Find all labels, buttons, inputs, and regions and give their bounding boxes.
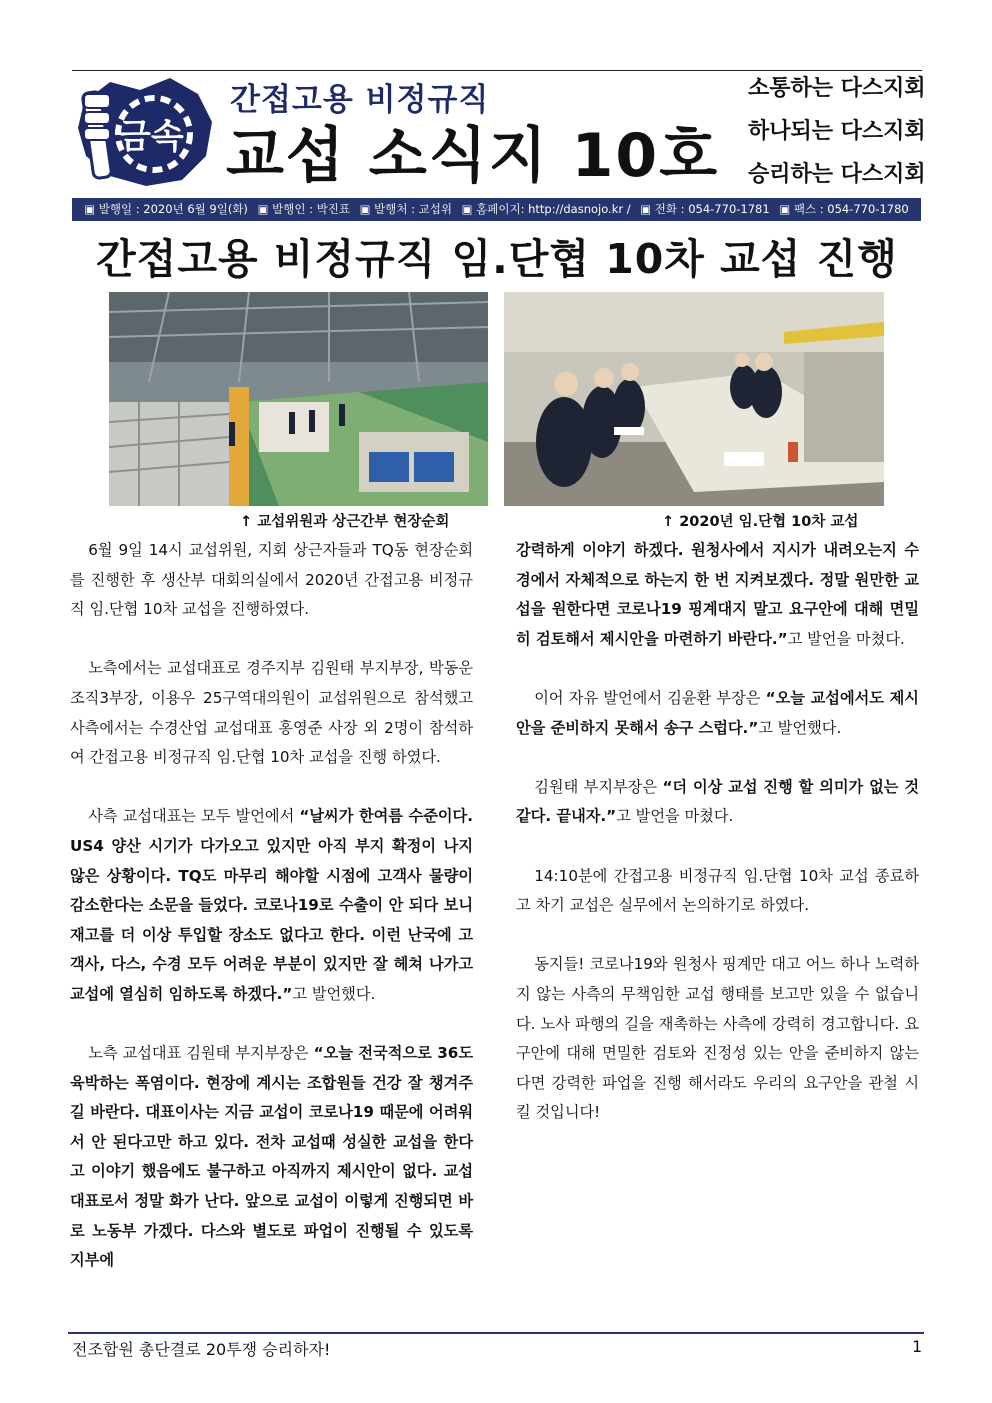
- article-paragraph: [70, 1039, 473, 1276]
- article-paragraph: [516, 536, 919, 654]
- info-publisher: ▣ 발행인 : 박진표: [257, 202, 350, 216]
- slogan-list: [748, 74, 928, 203]
- info-publish-date: ▣ 발행일 : 2020년 6월 9일(화): [84, 202, 248, 216]
- paragraph-lead: 김원태 부지부장은: [534, 777, 663, 796]
- info-phone: ▣ 전화 : 054-770-1781: [640, 202, 770, 216]
- quote-text: “오늘 전국적으로 36도 육박하는 폭염이다. 현장에 계시는 조합원들 건강 잘 챙겨주길 바란다. 대표이사는 지금 교섭이 코로나19 때문에 어려워서 안 된다고만 하고 있다. 전차 교섭때 성실한 교섭을 한다고 이야기 했음에도 불구하고 아직까지 제시안이 없다. 교섭대표로서 정말 화가 난다. 앞으로 교섭이 이렇게 진행되면 바로 노동부 가겠다. 다스와 별도로 파업이 진행될 수 있도록 지부에: [70, 1044, 473, 1270]
- info-fax: ▣ 팩스 : 054-770-1780: [779, 202, 909, 216]
- quote-text: “더 이상 교섭 진행 할 의미가 없는 것 같다. 끝내자.”: [516, 777, 919, 826]
- info-homepage: ▣ 홈페이지: http://dasnojo.kr /: [461, 202, 631, 216]
- article-paragraph: 노측에서는 교섭대표로 경주지부 김원태 부지부장, 박동운 조직3부장, 이용우 25구역대의원이 교섭위원으로 참석했고 사측에서는 수경산업 교섭대표 홍영준 사장 외 2명이 참석하여 간접고용 비정규직 임.단협 10차 교섭을 진행 하였다.: [70, 659, 473, 767]
- paragraph-lead: 이어 자유 발언에서 김윤환 부장은: [534, 688, 766, 707]
- article-headline: 간접고용 비정규직 임.단협 10차 교섭 진행: [96, 235, 898, 283]
- article-column-right: [516, 536, 919, 1157]
- slogan-item: 승리하는 다스지회: [748, 162, 926, 187]
- slogan-item: 하나되는 다스지회: [748, 119, 926, 144]
- quote-text: “날씨가 한여름 수준이다. US4 양산 시기가 다가오고 있지만 아직 부지 확정이 나지 않은 상황이다. TQ도 마무리 해야할 시점에 고객사 물량이 감소한다는 소문을 들었다. 코로나19로 수출이 안 되다 보니 재고를 더 이상 투입할 장소도 없다고 한다. 이런 난국에 고객사, 다스, 수경 모두 어려운 부분이 있지만 잘 헤쳐 나가고 교섭에 열심히 임하도록 하겠다.”: [70, 807, 473, 1003]
- info-issuer: ▣ 발행처 : 교섭위: [359, 202, 452, 216]
- footer-rule: [68, 1332, 924, 1334]
- paragraph-lead: 노측 교섭대표 김원태 부지부장은: [88, 1044, 314, 1063]
- paragraph-tail: 고 발언했다.: [758, 718, 842, 737]
- paragraph-tail: 고 발언을 마쳤다.: [616, 807, 734, 826]
- paragraph-lead: 사측 교섭대표는 모두 발언에서: [88, 807, 300, 826]
- factory-tour-photo: [109, 292, 488, 506]
- article-paragraph: 동지들! 코로나19와 원청사 핑계만 대고 어느 하나 노력하지 않는 사측의 무책임한 교섭 행태를 보고만 있을 수 없습니다. 노사 파행의 길을 재촉하는 사측에 강력히 경고합니다. 요구안에 대해 면밀한 검토와 진정성 있는 안을 준비하지 않는다면 강력한 파업을 진행 해서라도 우리의 요구안을 관철 시킬 것입니다!: [516, 955, 919, 1122]
- photo-caption-left: ↑ 교섭위원과 상근간부 현장순회: [240, 514, 450, 530]
- article-paragraph: 6월 9일 14시 교섭위원, 지회 상근자들과 TQ동 현장순회를 진행한 후 생산부 대회의실에서 2020년 간접고용 비정규직 임.단협 10차 교섭을 진행하였다.: [70, 541, 473, 619]
- paragraph-tail: 고 발언했다.: [292, 984, 376, 1003]
- quote-text: “오늘 교섭에서도 제시안을 준비하지 못해서 송구 스럽다.”: [516, 688, 919, 737]
- page-number: 1: [912, 1337, 923, 1356]
- negotiation-meeting-photo: [504, 292, 884, 506]
- masthead-top-rule: [72, 70, 922, 71]
- article-column-left: [70, 536, 473, 1305]
- footer-slogan: 전조합원 총단결로 20투쟁 승리하자!: [72, 1340, 331, 1359]
- quote-text: 강력하게 이야기 하겠다. 원청사에서 지시가 내려오는지 수경에서 자체적으로 하는지 한 번 지켜보겠다. 정말 원만한 교섭을 원한다면 코로나19 핑계대지 말고 요구안에 대해 면밀히 검토해서 제시안을 마련하기 바란다.”: [516, 541, 919, 648]
- article-paragraph: [516, 773, 919, 832]
- slogan-item: 소통하는 다스지회: [748, 76, 926, 101]
- union-logo: [70, 72, 220, 190]
- paragraph-tail: 고 발언을 마쳤다.: [787, 629, 905, 648]
- article-paragraph: 14:10분에 간접고용 비정규직 임.단협 10차 교섭 종료하고 차기 교섭은 실무에서 논의하기로 하였다.: [516, 866, 919, 915]
- article-paragraph: [516, 684, 919, 743]
- logo-text: 금속: [118, 117, 184, 157]
- newsletter-subtitle: 간접고용 비정규직: [230, 82, 490, 118]
- article-paragraph: [70, 802, 473, 1009]
- newsletter-title: 교섭 소식지 10호: [226, 121, 720, 191]
- photo-caption-right: ↑ 2020년 임.단협 10차 교섭: [662, 514, 859, 530]
- gear-fist-icon: [70, 72, 220, 190]
- publication-info-bar: [72, 198, 921, 221]
